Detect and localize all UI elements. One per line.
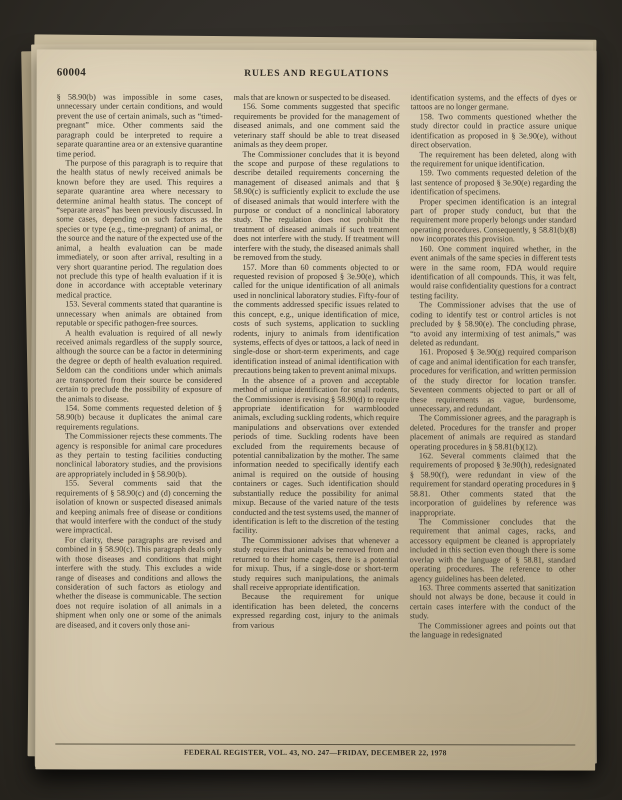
paragraph: The Commissioner agrees and points out that the language in redesignated <box>409 620 576 640</box>
paragraph: 162. Several comments claimed that the requirements of proposed § 3e.90(h), redesignated § 58.90(f), were redundant in view of the requirement for standard operating procedures in § 58.81. Other comments stated that the incorporation of guidelines by reference was inappropriate. <box>409 451 576 517</box>
footer-rule <box>55 743 575 745</box>
text-column-1 <box>55 92 222 714</box>
paragraph: Proper specimen identification is an integral part of proper study conduct, but that the requirement more properly belongs under standard operating procedures. Consequently, § 58.81(b)(8) now incorporates this provision. <box>410 196 577 244</box>
paragraph: The requirement has been deleted, along with the requirement for unique identification. <box>410 149 577 169</box>
page-header <box>57 65 577 84</box>
paragraph: The Commissioner concludes that it is beyond the scope and purpose of these regulations to describe detailed requirements concerning the management of diseased animals and that § 58.90(c) is sufficiently explicit to exclude the use of diseased animals that would interfere with the purpose or conduct of a nonclinical laboratory study. The regulation does not prohibit the treatment of diseased animals if such treatment does not interfere with the study. If treatment will interfere with the study, the diseased animals shall be removed from the study. <box>233 149 400 263</box>
paragraph: In the absence of a proven and acceptable method of unique identification for small rodents, the Commissioner is revising § 58.90(d) to require appropriate identification for warmblooded animals, excluding suckling rodents, which require manipulations and observations over extended periods of time. Suckling rodents have been excluded from the requirements because of potential cannibalization by the mother. The same information needed to specifically identify each animal is required on the outside of housing containers or cages. Such identification should substantially reduce the possibility for animal mixup. Because of the varied nature of the tests conducted and the test systems used, the manner of identification is left to the discretion of the testing facility. <box>232 375 400 536</box>
paragraph: 160. One comment inquired whether, in the event animals of the same species in different tests were in the same room, FDA would require identification of all compounds. This, it was felt, would raise confidentiality questions for a contract testing facility. <box>410 243 577 301</box>
paragraph: 158. Two comments questioned whether the study director could in practice assure unique identification as proposed in § 3e.90(e), without direct observation. <box>410 112 577 150</box>
paragraph: 156. Some comments suggested that specific requirements be provided for the management of diseased animals, and one comment said the veterinary staff should be able to treat diseased animals as they deem proper. <box>233 102 400 150</box>
paragraph: Because the requirement for unique identification has been deleted, the concerns expressed regarding cost, injury to the animals from various <box>232 592 399 630</box>
paragraph: § 58.90(b) was impossible in some cases, unnecessary under certain conditions, and would prevent the use of certain animals, such as “timed-pregnant” mice. Other comments said the paragraph could be interpreted to require a separate quarantine area or an extensive quarantine time period. <box>56 92 223 159</box>
text-column-2 <box>232 93 399 715</box>
paragraph: The Commissioner advises that the use of coding to identify test or control articles is not precluded by § 58.90(e). The concluding phrase, “to avoid any intermixing of test animals,” was deleted as redundant. <box>410 300 577 348</box>
paragraph: 159. Two comments requested deletion of the last sentence of proposed § 3e.90(e) regarding the identification of specimens. <box>410 168 577 197</box>
paragraph: A health evaluation is required of all newly received animals regardless of the supply source, although the source can be a factor in determining the degree or depth of health evaluation required. Seldom can the conditions under which animals are transported from their source be considered certain to preclude the possibility of exposure of the animals to disease. <box>56 328 223 404</box>
paragraph: 157. More than 60 comments objected to or requested revision of proposed § 3e.90(e), which called for the unique identification of all animals used in nonclinical laboratory studies. Fifty-four of the comments addressed specific issues related to this concept, e.g., unique identification of mice, costs of such systems, application to suckling rodents, injury to animals from identification systems, effects of dyes or tattoos, a lack of need in single-dose or short-term experiments, and cage identification instead of animal identification with precautions being taken to prevent animal mixups. <box>233 262 400 376</box>
paragraph: The Commissioner agrees, and the paragraph is deleted. Procedures for the transfer and proper placement of animals are required as standard operating procedures in § 58.81(b)(12). <box>409 413 576 452</box>
paragraph: 153. Several comments stated that quarantine is unnecessary when animals are obtained from reputable or specific pathogen-free sources. <box>56 299 223 328</box>
text-column-3 <box>409 93 576 715</box>
paragraph: 155. Several comments said that the requirements of § 58.90(c) and (d) concerning the isolation of known or suspected diseased animals and keeping animals free of disease or conditions that would interfere with the conduct of the study were impractical. <box>55 478 222 535</box>
journal-footer: FEDERAL REGISTER, VOL. 43, NO. 247—FRIDAY, DECEMBER 22, 1978 <box>183 747 447 758</box>
paragraph: identification systems, and the effects of dyes or tattoos are no longer germane. <box>410 93 577 112</box>
page-number: 60004 <box>56 66 87 79</box>
page-footer <box>55 743 575 757</box>
document-page <box>35 49 597 770</box>
paragraph: 163. Three comments asserted that sanitization should not always be done, because it could in certain cases interfere with the conduct of the study. <box>409 583 576 621</box>
text-columns <box>55 92 576 715</box>
page-title: RULES AND REGULATIONS <box>244 68 390 80</box>
paragraph: 161. Proposed § 3e.90(g) required comparison of cage and animal identification for each transfer, procedures for verification, and written permission of the study director for location transfer. Seventeen comments objected to part or all of these requirements as vague, burdensome, unnecessary, and redundant. <box>409 347 577 414</box>
paragraph: mals that are known or suspected to be diseased. <box>233 92 391 103</box>
paragraph: The Commissioner concludes that the requirement that animal cages, racks, and accessory equipment be cleaned is appropriately included in this section even though there is some overlap with the language of § 58.81, standard operating procedures. The reference to other agency guidelines has been deleted. <box>409 517 576 583</box>
paragraph: For clarity, these paragraphs are revised and combined in § 58.90(c). This paragraph deals only with those diseases and conditions that might interfere with the study. This excludes a wide range of diseases and conditions and allows the consideration of such factors as etiology and whether the disease is communicable. The section does not require isolation of all animals in a shipment when only one or some of the animals are diseased, and it covers only those ani- <box>55 535 222 630</box>
paragraph: 154. Some comments requested deletion of § 58.90(b) because it duplicates the animal care requirements regulations. <box>55 403 223 432</box>
paragraph: The Commissioner rejects these comments. The agency is responsible for animal care procedures as they pertain to testing facilities conducting nonclinical laboratory studies, and the provisions are appropriately included in § 58.90(b). <box>55 431 222 479</box>
paragraph: The purpose of this paragraph is to require that the health status of newly received animals be known before they are used. This requires a separate quarantine area where necessary to determine animal health status. The concept of “separate areas” has been previously discussed. In some cases, depending on such factors as the species or type (e.g., time-pregnant) of animal, or the source and the nature of the expected use of the animal, a health evaluation can be made immediately, or soon after arrival, resulting in a very short quarantine period. The regulation does not preclude this type of health evaluation if it is done in accordance with acceptable veterinary medical practice. <box>56 158 223 300</box>
paper-stack <box>28 40 598 774</box>
paragraph: The Commissioner advises that whenever a study requires that animals be removed from and returned to their home cages, there is a potential for mixup. Thus, if a single-dose or short-term study requires such manipulations, the animals shall receive appropriate identification. <box>232 535 399 593</box>
